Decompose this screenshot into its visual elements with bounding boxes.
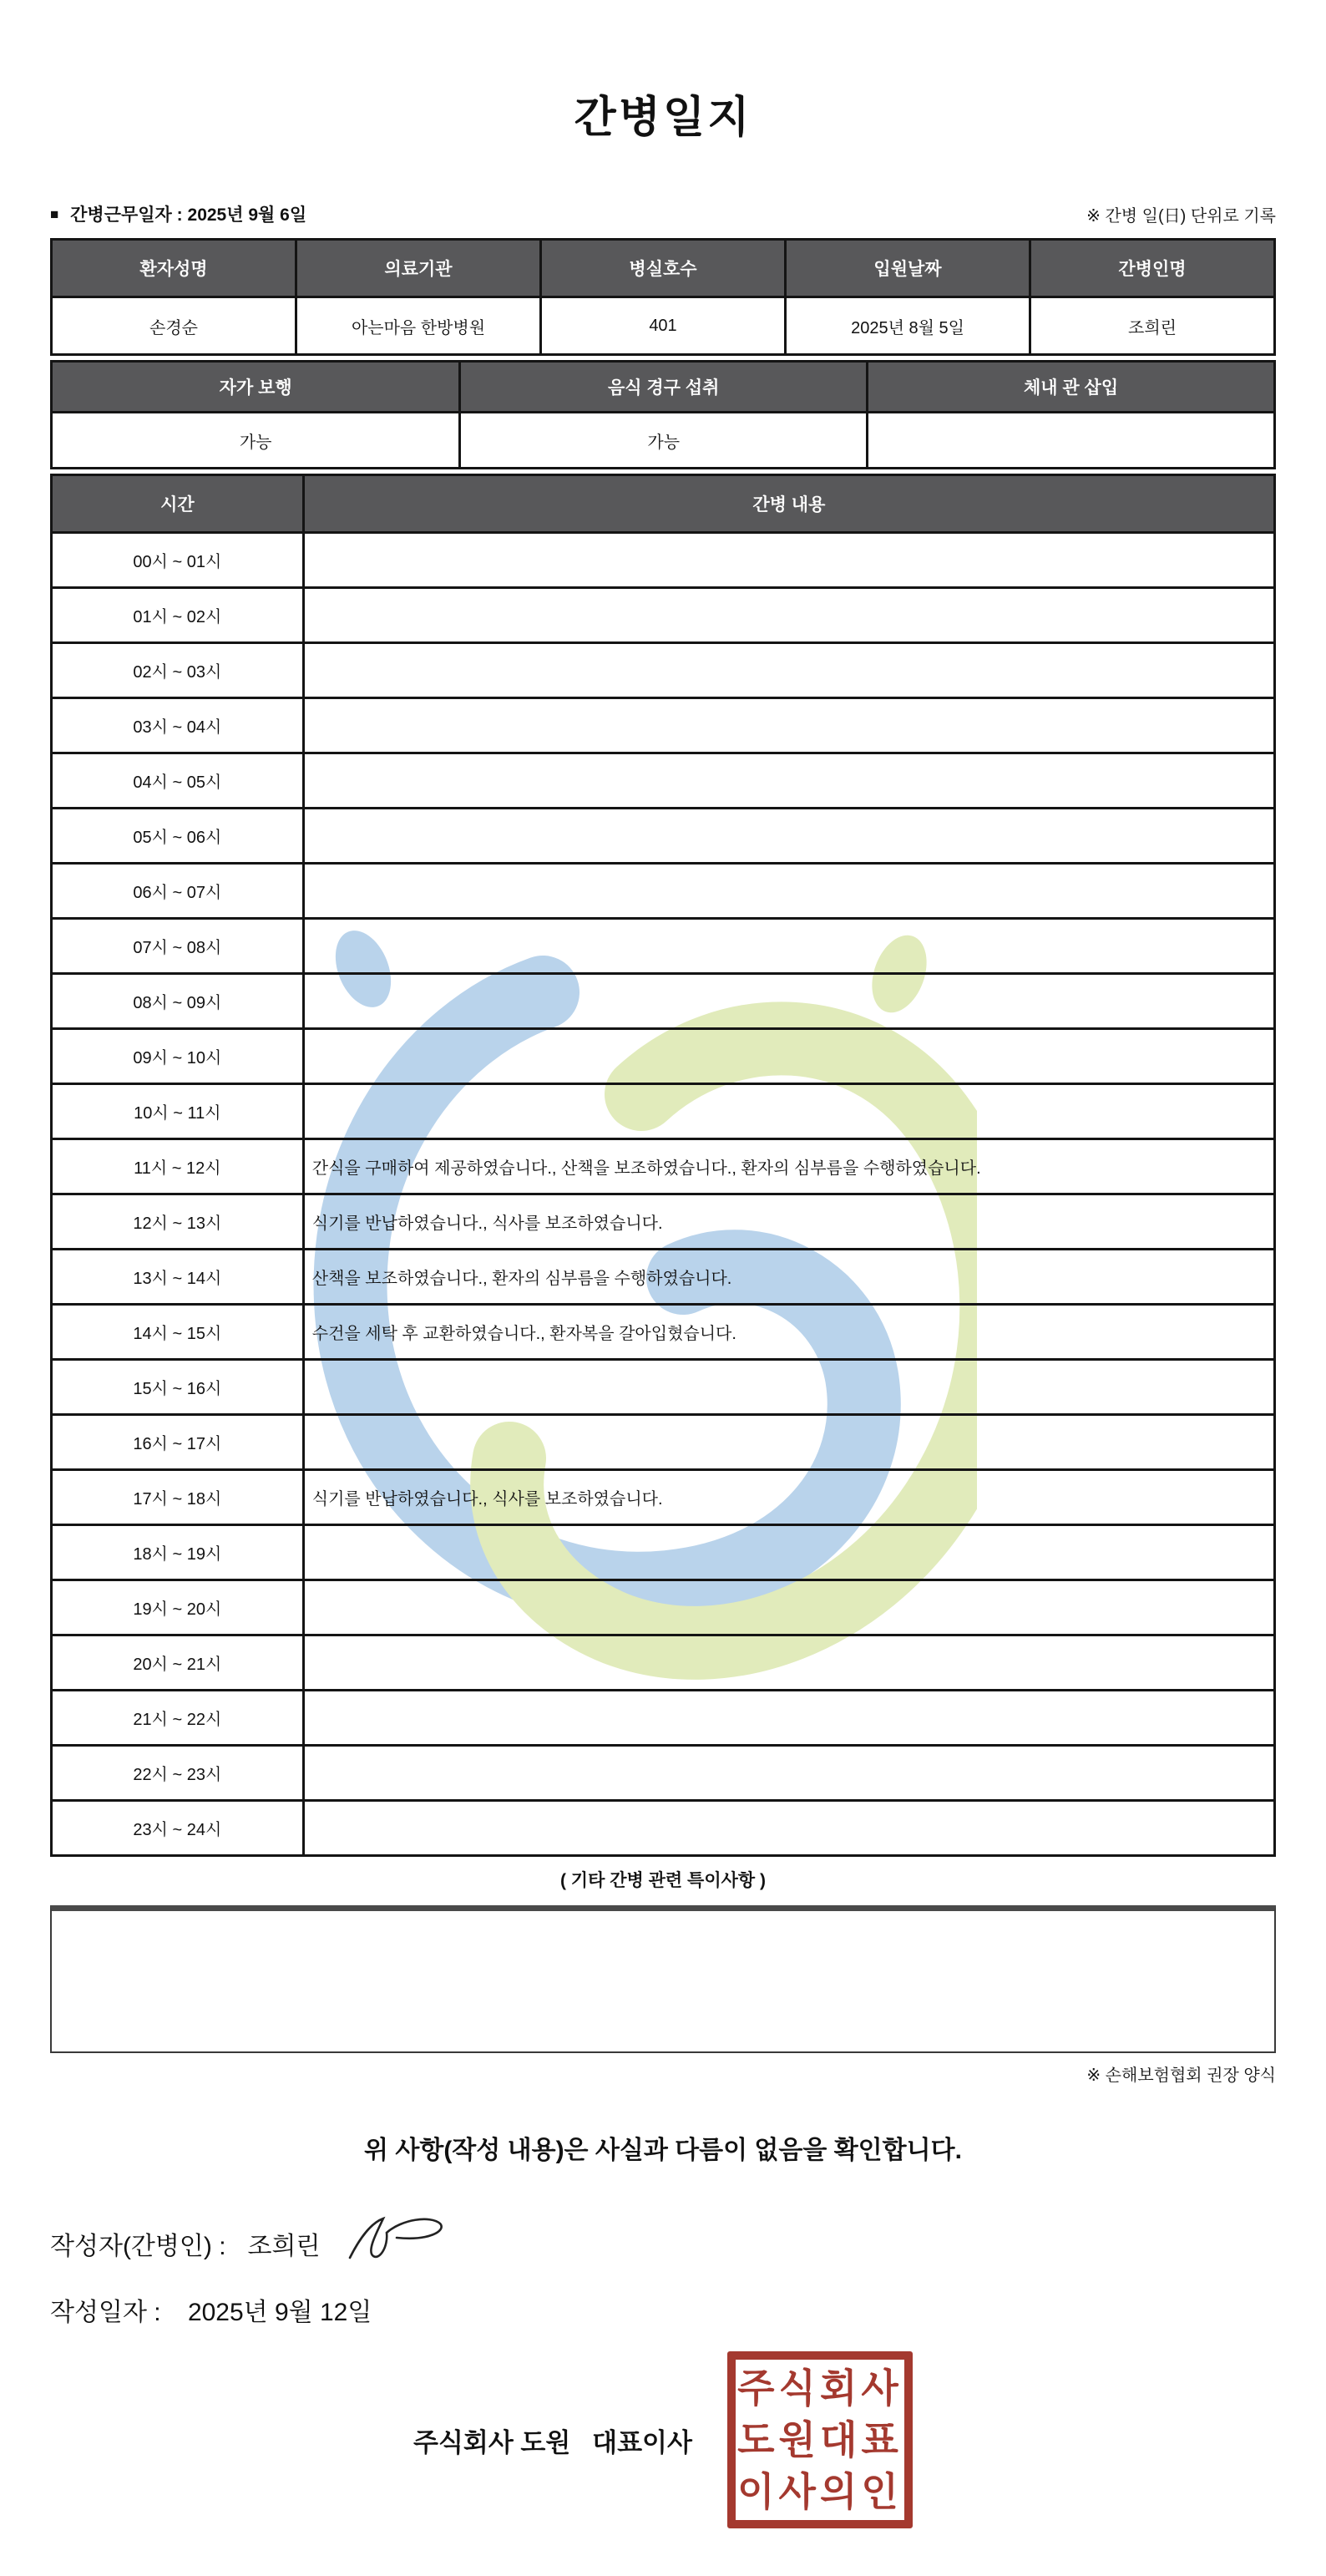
care-row-time: 17시 ~ 18시	[52, 1470, 304, 1525]
write-date-label: 작성일자 :	[50, 2299, 161, 2326]
header-self-walking: 자가 보행	[52, 362, 460, 413]
writer-name: 조희린	[247, 2233, 321, 2260]
care-row-time: 02시 ~ 03시	[52, 643, 304, 698]
care-row	[52, 919, 1275, 974]
care-row	[52, 1415, 1275, 1470]
care-row-time: 18시 ~ 19시	[52, 1525, 304, 1580]
care-row	[52, 1580, 1275, 1635]
form-note: ※ 손해보험협회 권장 양식	[1086, 2066, 1276, 2085]
care-row-content	[303, 1580, 1274, 1635]
seal-line-1: 주식회사	[737, 2366, 903, 2411]
seal-line-2: 도원대표	[737, 2417, 903, 2462]
patient-header-row	[52, 240, 1275, 297]
care-row-time: 08시 ~ 09시	[52, 974, 304, 1029]
care-row-time: 03시 ~ 04시	[52, 698, 304, 753]
unit-note: ※ 간병 일(日) 단위로 기록	[1086, 207, 1276, 226]
writer-signature	[343, 2213, 450, 2264]
care-row-time: 12시 ~ 13시	[52, 1194, 304, 1250]
care-row-time: 20시 ~ 21시	[52, 1635, 304, 1691]
care-row-content	[303, 1691, 1274, 1746]
work-date-value: 2025년 9월 6일	[187, 205, 307, 225]
oral-intake-value: 가능	[460, 413, 868, 469]
care-row	[52, 1360, 1275, 1415]
care-row	[52, 1746, 1275, 1801]
care-row-time: 07시 ~ 08시	[52, 919, 304, 974]
care-row-time: 22시 ~ 23시	[52, 1746, 304, 1801]
care-row	[52, 1305, 1275, 1360]
header-admission-date: 입원날짜	[786, 240, 1030, 297]
care-row-time: 01시 ~ 02시	[52, 588, 304, 643]
square-bullet-icon: ■	[50, 206, 59, 222]
write-date-line	[50, 2291, 1276, 2328]
care-table-body	[52, 533, 1275, 1856]
care-row-time: 09시 ~ 10시	[52, 1029, 304, 1084]
writer-label: 작성자(간병인) :	[50, 2233, 226, 2260]
care-row-content: 식기를 반납하였습니다., 식사를 보조하였습니다.	[303, 1194, 1274, 1250]
patient-value-row	[52, 297, 1275, 355]
care-row	[52, 698, 1275, 753]
care-row-content	[303, 588, 1274, 643]
care-row-content	[303, 1801, 1274, 1856]
tube-insertion-value	[868, 413, 1275, 469]
care-row	[52, 1525, 1275, 1580]
care-row	[52, 864, 1275, 919]
care-row-content	[303, 753, 1274, 809]
care-row-content	[303, 1635, 1274, 1691]
care-row-content	[303, 643, 1274, 698]
care-row	[52, 1029, 1275, 1084]
care-row	[52, 588, 1275, 643]
header-time: 시간	[52, 475, 304, 533]
header-medical-institution: 의료기관	[296, 240, 541, 297]
self-walking-value: 가능	[52, 413, 460, 469]
patient-info-table	[50, 238, 1276, 356]
care-row-time: 15시 ~ 16시	[52, 1360, 304, 1415]
care-row-content: 수건을 세탁 후 교환하였습니다., 환자복을 갈아입혔습니다.	[303, 1305, 1274, 1360]
care-row-content	[303, 809, 1274, 864]
care-row-content	[303, 864, 1274, 919]
header-room-number: 병실호수	[541, 240, 786, 297]
admission-date-value: 2025년 8월 5일	[786, 297, 1030, 355]
care-row-time: 04시 ~ 05시	[52, 753, 304, 809]
care-row-content	[303, 1415, 1274, 1470]
care-row-content: 산책을 보조하였습니다., 환자의 심부름을 수행하였습니다.	[303, 1250, 1274, 1305]
caregiver-name-value: 조희린	[1030, 297, 1275, 355]
care-row-time: 23시 ~ 24시	[52, 1801, 304, 1856]
patient-name-value: 손경순	[52, 297, 296, 355]
condition-header-row	[52, 362, 1275, 413]
care-row	[52, 1250, 1275, 1305]
corporate-seal-stamp	[727, 2351, 913, 2528]
header-oral-intake: 음식 경구 섭취	[460, 362, 868, 413]
condition-value-row	[52, 413, 1275, 469]
work-date-line	[50, 201, 306, 226]
care-row-content	[303, 1746, 1274, 1801]
writer-line	[50, 2218, 1276, 2269]
care-row	[52, 1139, 1275, 1194]
care-row	[52, 974, 1275, 1029]
care-row	[52, 533, 1275, 588]
care-row-time: 14시 ~ 15시	[52, 1305, 304, 1360]
care-row	[52, 1470, 1275, 1525]
care-row-time: 21시 ~ 22시	[52, 1691, 304, 1746]
care-row	[52, 1801, 1275, 1856]
seal-line-3: 이사의인	[737, 2469, 903, 2514]
care-row-content	[303, 1525, 1274, 1580]
care-row-time: 05시 ~ 06시	[52, 809, 304, 864]
care-row-time: 19시 ~ 20시	[52, 1580, 304, 1635]
care-row	[52, 1084, 1275, 1139]
care-row-content	[303, 1084, 1274, 1139]
care-row-content	[303, 533, 1274, 588]
care-log-table	[50, 474, 1276, 1857]
care-row	[52, 1691, 1275, 1746]
care-row	[52, 809, 1275, 864]
care-row-content: 간식을 구매하여 제공하였습니다., 산책을 보조하였습니다., 환자의 심부름을 수행하였습니다.	[303, 1139, 1274, 1194]
medical-institution-value: 아는마음 한방병원	[296, 297, 541, 355]
care-row-time: 13시 ~ 14시	[52, 1250, 304, 1305]
header-patient-name: 환자성명	[52, 240, 296, 297]
company-name: 주식회사 도원 대표이사	[413, 2427, 692, 2457]
care-row-time: 16시 ~ 17시	[52, 1415, 304, 1470]
content-area	[50, 0, 1276, 2528]
care-row-time: 10시 ~ 11시	[52, 1084, 304, 1139]
care-row-time: 11시 ~ 12시	[52, 1139, 304, 1194]
notes-title: ( 기타 간병 관련 특이사항 )	[559, 1871, 767, 1890]
care-row-content	[303, 1029, 1274, 1084]
care-row-time: 06시 ~ 07시	[52, 864, 304, 919]
notes-box	[50, 1905, 1276, 2053]
care-row-content	[303, 698, 1274, 753]
header-caregiver-name: 간병인명	[1030, 240, 1275, 297]
page-title: 간병일지	[574, 94, 752, 142]
write-date-value: 2025년 9월 12일	[187, 2299, 372, 2326]
care-row	[52, 753, 1275, 809]
header-care-content: 간병 내용	[303, 475, 1274, 533]
work-date-label: 간병근무일자 :	[70, 205, 183, 225]
care-header-row	[52, 475, 1275, 533]
care-row-content	[303, 919, 1274, 974]
condition-table	[50, 360, 1276, 469]
care-row-time: 00시 ~ 01시	[52, 533, 304, 588]
confirmation-statement: 위 사항(작성 내용)은 사실과 다름이 없음을 확인합니다.	[364, 2137, 962, 2164]
care-row	[52, 1194, 1275, 1250]
care-row-content	[303, 974, 1274, 1029]
care-row	[52, 643, 1275, 698]
care-row	[52, 1635, 1275, 1691]
meta-row	[50, 201, 1276, 226]
company-row	[50, 2351, 1276, 2528]
care-row-content	[303, 1360, 1274, 1415]
room-number-value: 401	[541, 297, 786, 355]
care-row-content: 식기를 반납하였습니다., 식사를 보조하였습니다.	[303, 1470, 1274, 1525]
header-tube-insertion: 체내 관 삽입	[868, 362, 1275, 413]
